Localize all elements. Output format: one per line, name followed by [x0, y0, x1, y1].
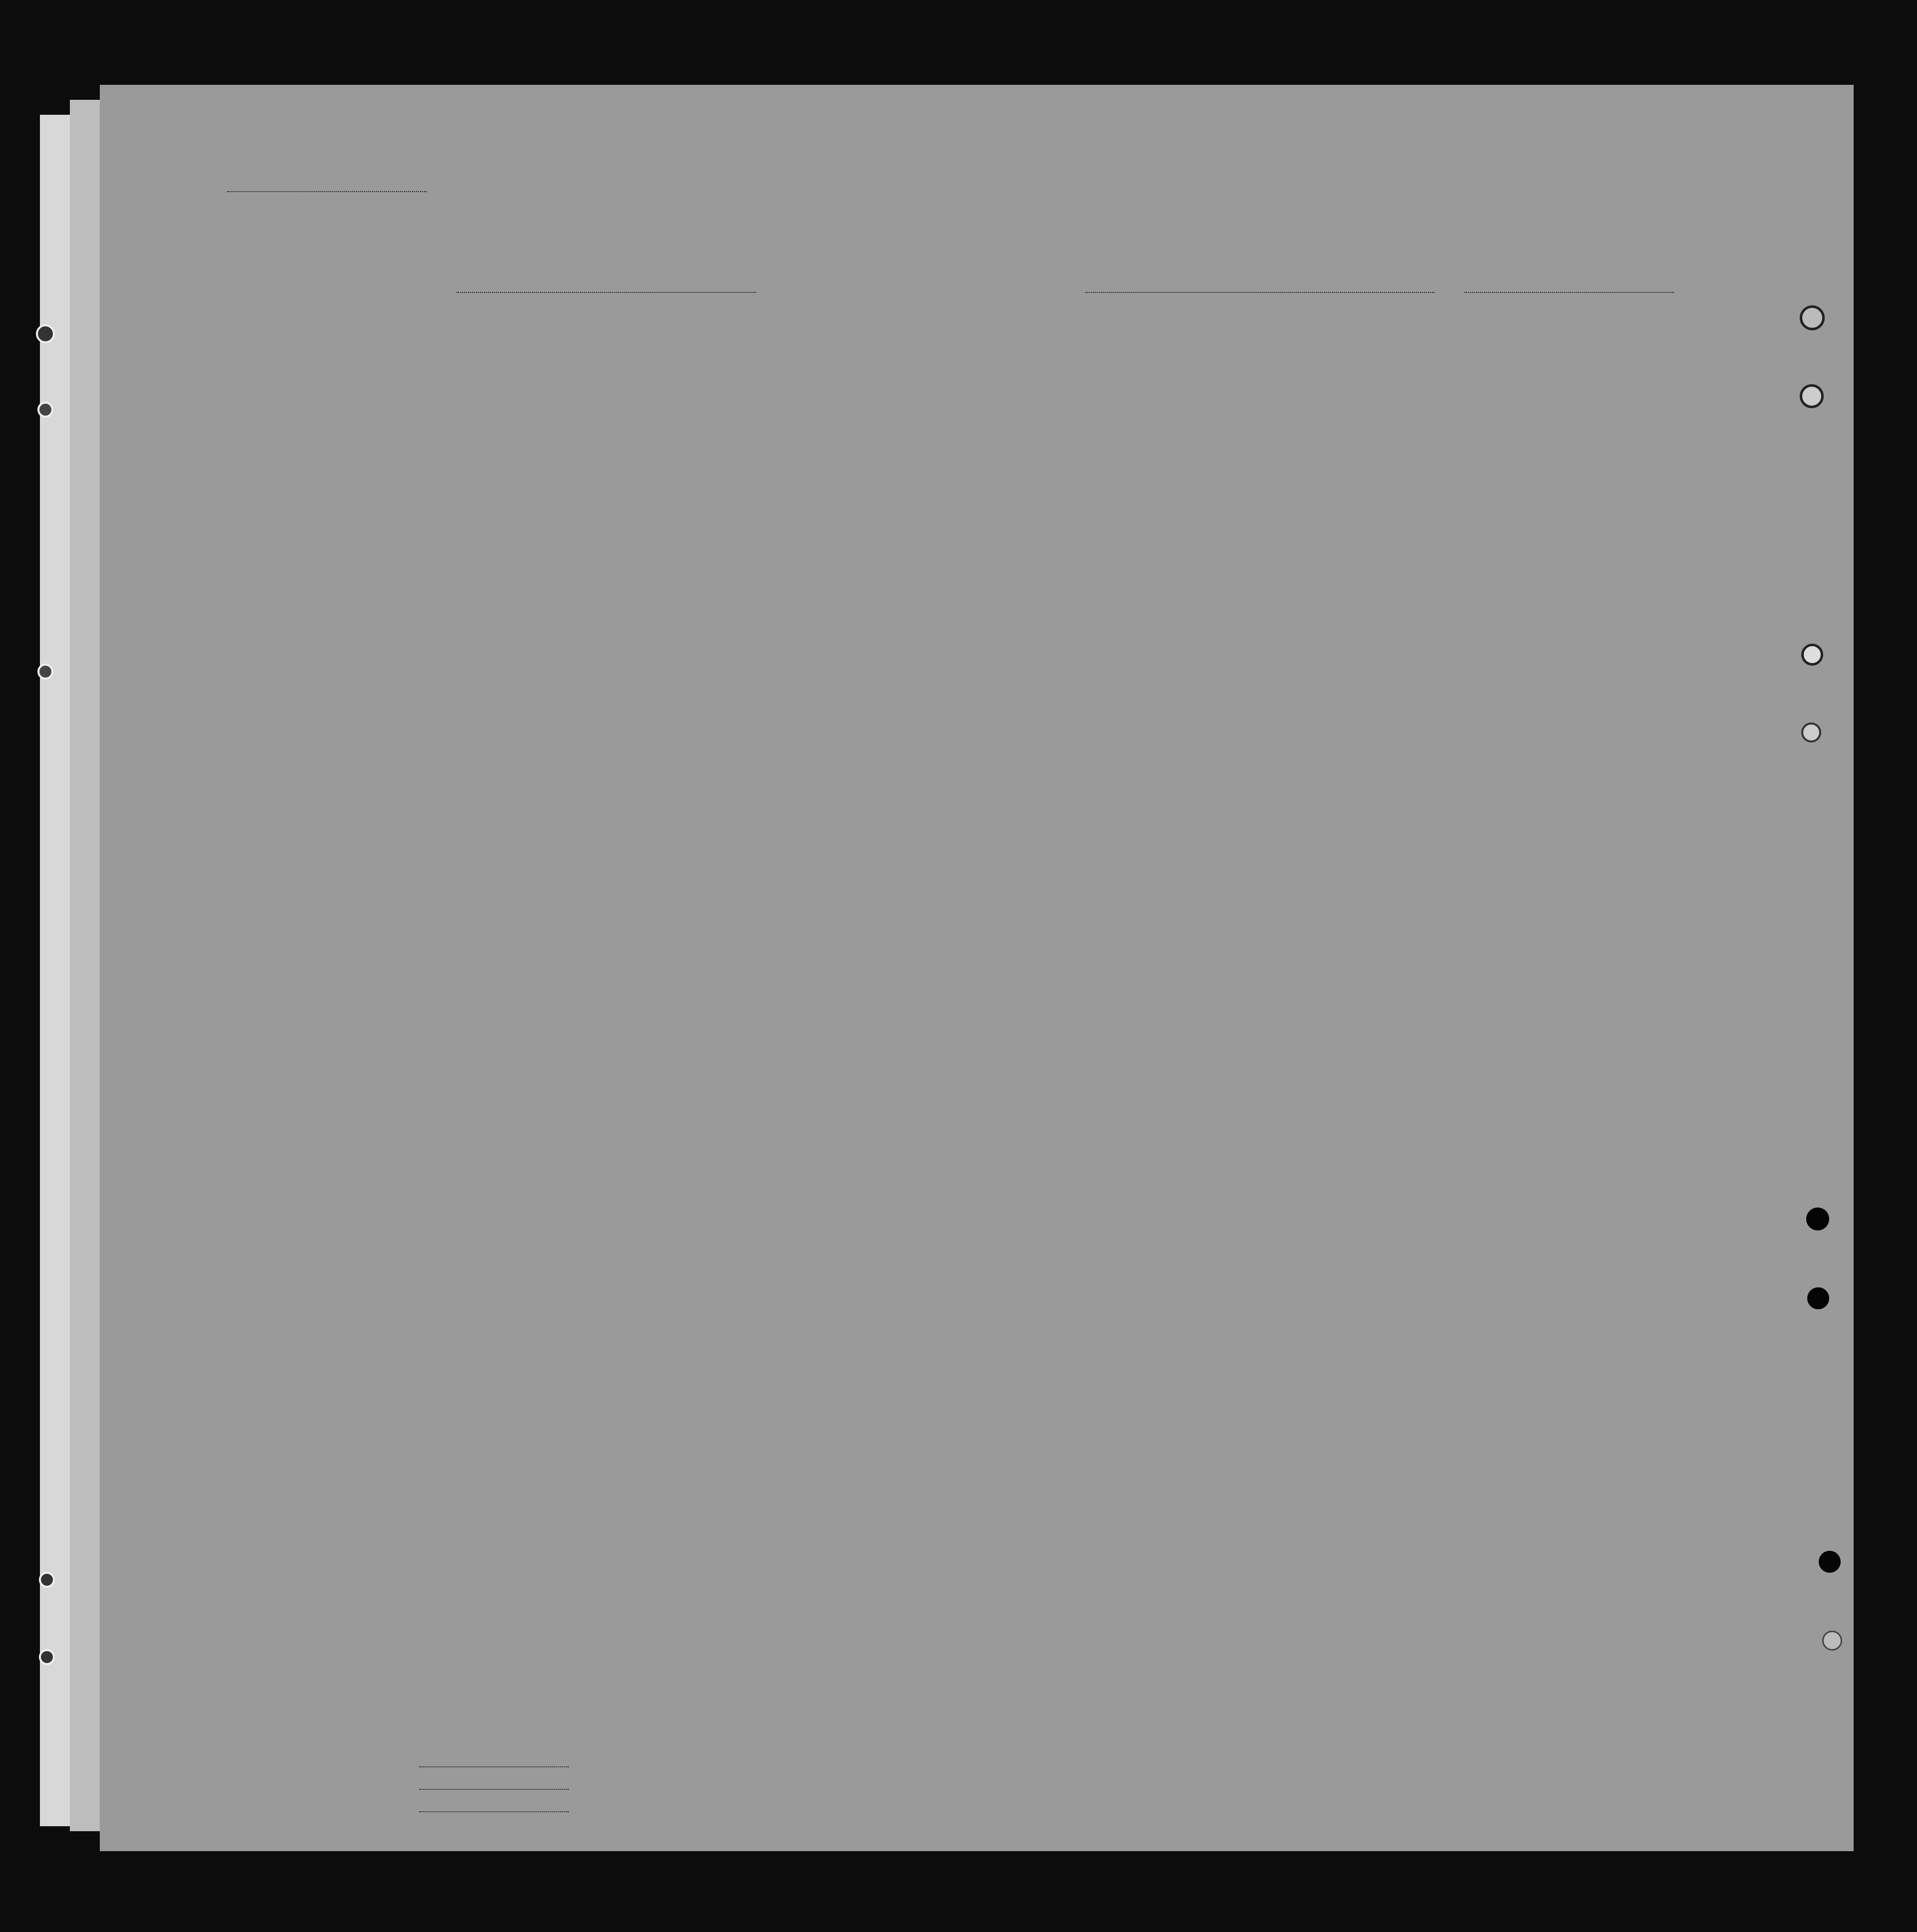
- punch-hole-5: [1806, 1208, 1829, 1230]
- margin-hole-4: [39, 1572, 55, 1588]
- margin-hole-3: [37, 664, 53, 680]
- punch-hole-1: [1800, 305, 1825, 330]
- us-citizens-line: [419, 1789, 569, 1790]
- margin-hole-2: [37, 402, 53, 418]
- punch-hole-6: [1807, 1287, 1829, 1309]
- punch-hole-2: [1800, 384, 1824, 408]
- punch-hole-3: [1801, 644, 1823, 666]
- punch-hole-8: [1822, 1631, 1842, 1651]
- punch-hole-4: [1801, 723, 1821, 742]
- margin-hole-1: [36, 324, 55, 343]
- margin-hole-5: [39, 1649, 55, 1665]
- punch-hole-7: [1819, 1551, 1841, 1573]
- aliens-line: [419, 1811, 569, 1812]
- total-passengers-line: [419, 1766, 569, 1767]
